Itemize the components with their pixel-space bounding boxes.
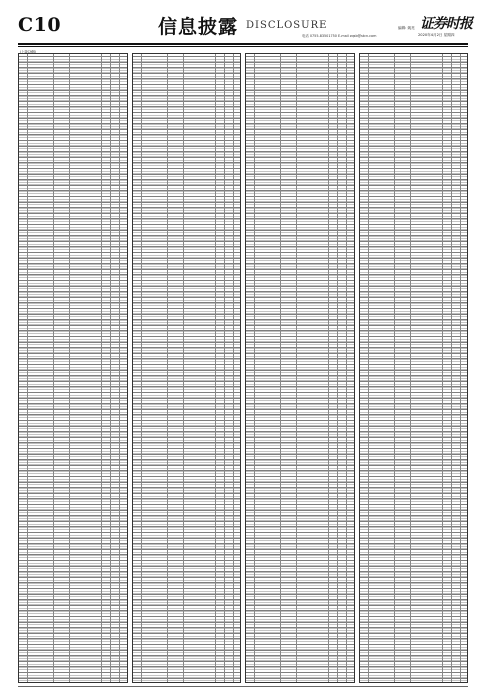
section-title: 信息披露 — [158, 16, 239, 38]
header-rule-thin — [18, 46, 468, 47]
masthead — [0, 0, 484, 46]
issue-date: 2020年4月2日 星期四 — [418, 33, 455, 37]
table-column-1 — [18, 53, 128, 683]
table-column-3 — [245, 53, 355, 683]
table-column-4 — [359, 53, 469, 683]
table-column-2 — [132, 53, 242, 683]
page-number: C10 — [18, 14, 62, 36]
footer-rule — [18, 686, 468, 687]
editor-line: 编辑: 姚亮 — [398, 26, 415, 30]
section-title-en: DISCLOSURE — [246, 20, 328, 31]
contact-line: 电话 0755-83501750 E-mail zqsb@stcn.com — [302, 34, 377, 38]
newspaper-logo: 证券时报 — [420, 16, 472, 32]
header-rule — [18, 43, 468, 45]
continuation-note: (上接C9版) — [20, 49, 37, 54]
disclosure-tables — [18, 53, 468, 683]
